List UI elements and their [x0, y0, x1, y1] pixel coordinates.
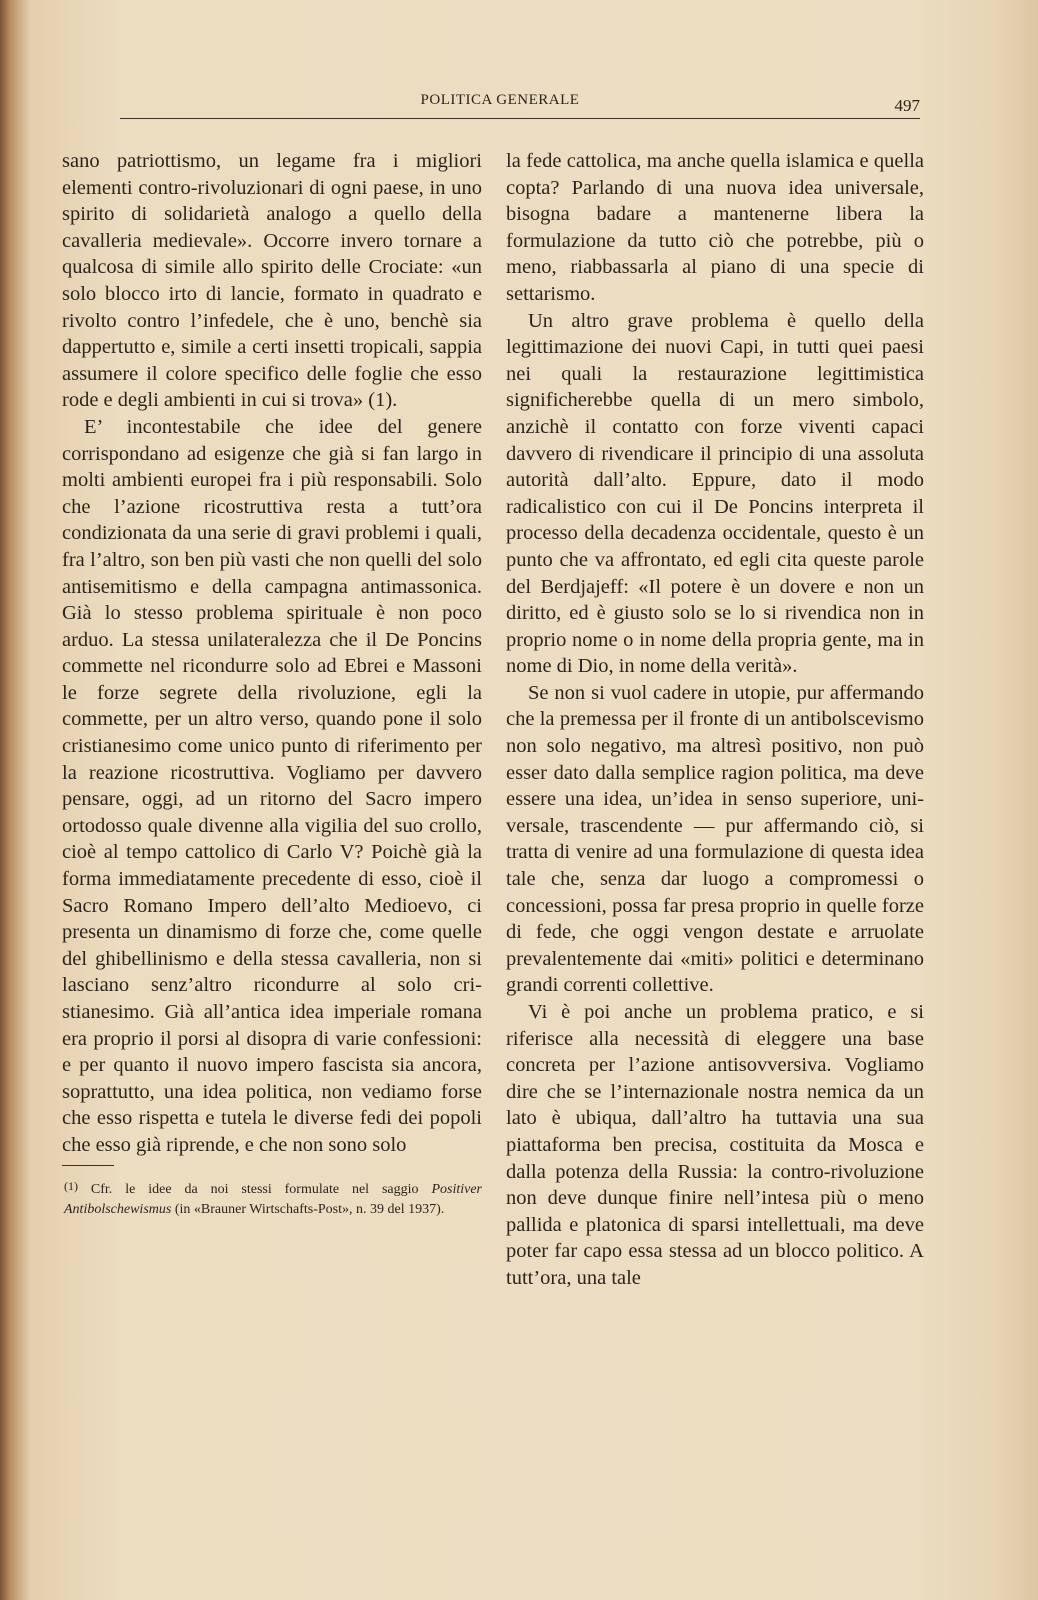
right-paragraph-1: la fede cattolica, ma anche quella islamica e quella copta? Parlando di una nuova idea universale, bisogna badare a mantenerne libera la formulazione da tutto ciò che potrebbe, più o meno, riabbassarla al piano di una specie di settarismo.: [506, 150, 924, 305]
right-paragraph-2: Un altro grave problema è quello della legittimazione dei nuovi Capi, in tutti quei paesi nei quali la restaurazione legittimistica significherebbe quella di un mero simbolo, anzichè il contatto con forze viventi capaci davvero di rivendicare il principio di una assoluta autorità dall’alto. Eppure, dato il modo radicalistico con cui il De Poncins interpreta il processo della decadenza occidentale, questo è un punto che va affrontato, ed egli cita queste parole del Berdjajeff: «Il potere è un dovere e non un diritto, ed è giusto solo se lo si rivendica non in proprio nome o in nome della propria gente, ma in nome di Dio, in nome della verità».: [506, 309, 924, 678]
right-paragraph-4: Vi è poi anche un problema pratico, e si riferisce alla necessità di eleggere una base concreta per l’azione antisovversiva. Vogliamo dire che se l’internazionale nostra nemica da un lato è ubiqua, dall’altro ha tuttavia una sua piattaforma ben precisa, costituita da Mosca e dalla potenza della Russia: la contro-rivoluzione non deve dunque finire nell’intesa più o meno pallida e platonica di sparsi intellettuali, ma deve poter far capo essa stessa ad un blocco politico. A tutt’ora, una tale: [506, 1001, 924, 1289]
footnote: [62, 1176, 482, 1220]
footnote-text-start: Cfr. le idee da noi stessi formulate nel saggio: [78, 1181, 432, 1197]
running-title: POLITICA GENERALE: [420, 92, 580, 108]
footnote-mark: (1): [64, 1178, 78, 1193]
right-paragraph-3: Se non si vuol cadere in utopie, pur affermando che la premessa per il fronte di un antibolscevismo non solo negativo, ma altresì positivo, non può esser dato dalla semplice ragion politica, ma deve essere una idea, un’idea in senso superiore, universale, trascendente — pur affermando ciò, si tratta di venire ad una formulazione di questa idea tale che, senza dar luogo a compromessi o concessioni, possa far presa proprio in quelle forze di fede, che oggi vengon destate e arruolate prevalentemente dai «miti» politici e determinano grandi correnti collettive.: [506, 681, 924, 997]
left-paragraph-1: sano patriottismo, un legame fra i migliori elementi contro-rivoluzionari di ogni paese, in uno spirito di solidarietà analogo a quello della cavalleria medievale». Occorre invero tornare a qualcosa di simile allo spirito delle Crociate: «un solo blocco irto di lancie, formato in quadrato e rivolto contro l’infedele, che è uno, benchè sia dappertutto e, simile a certi insetti tropicali, sappia assumere il colore specifico delle foglie che esso rode e degli ambienti in cui si trova» (1).: [62, 150, 482, 412]
footnote-text-end: (in «Brauner Wirtschafts-Post», n. 39 del 1937).: [171, 1201, 445, 1217]
page-number: 497: [894, 96, 920, 115]
header-rule: [120, 118, 920, 119]
left-paragraph-2: E’ incontestabile che idee del genere corrispondano ad esigenze che già si fan largo in molti ambienti europei fra i più responsabili. Solo che l’azione ricostruttiva resta a tutt’ora condizionata da una serie di gravi problemi i quali, fra l’altro, son ben più vasti che non quelli del solo antisemitismo e della campagna antimassonica. Già lo stesso problema spirituale è non poco arduo. La stessa unilateralezza che il De Poncins commette nel ricondurre solo ad Ebrei e Massoni le forze segrete della rivoluzione, egli la commette, per un altro verso, quando pone il solo cristianesimo come unico punto di riferimento per la reazione ricostruttiva. Vogliamo per davvero pensare, oggi, ad un ritorno del Sacro impero ortodosso quale divenne alla vigilia del suo crollo, cioè al tempo cattolico di Carlo V? Poichè già la forma immediatamente precedente di esso, cioè il Sacro Romano Impero dell’alto Medioevo, ci presenta un dinamismo di forze che, come quelle del ghibellinismo e della stessa cavalleria, non si lasciano senz’altro ricondurre al solo cristianesimo. Già all’antica idea imperiale romana era proprio il porsi al disopra di varie confessioni: e per quanto il nuovo impero fascista sia ancora, soprattutto, una idea politica, non vediamo forse che esso rispetta e tutela le diverse fedi dei popoli che esso già riprende, e che non sono solo: [62, 415, 482, 1156]
footnote-title: Positiver Antibolschewismus: [64, 1181, 482, 1217]
left-column: [62, 148, 482, 1220]
footnote-rule: [62, 1165, 114, 1166]
right-column: [506, 148, 924, 1292]
page-header: [100, 90, 920, 126]
